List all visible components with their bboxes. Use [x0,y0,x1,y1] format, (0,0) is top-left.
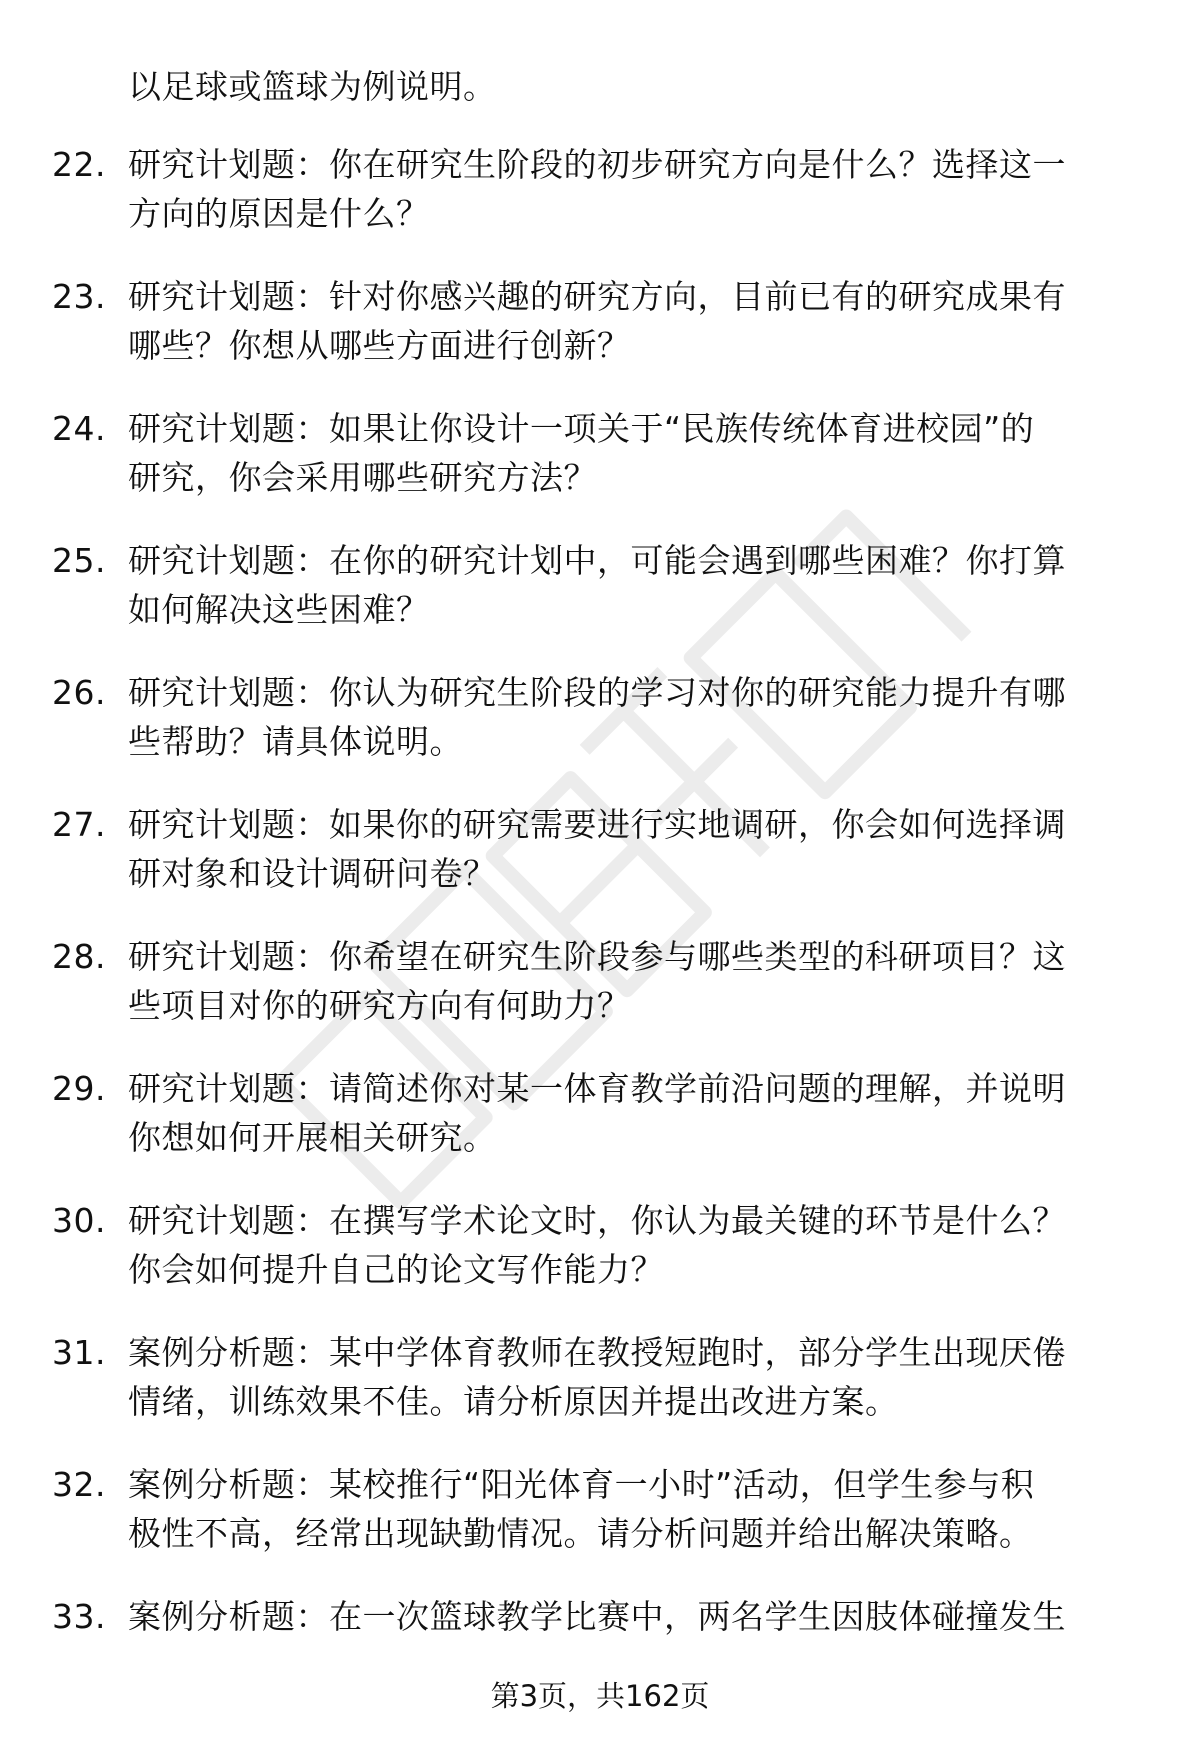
question-item [52,1460,1152,1592]
question-line: 些帮助？请具体说明。 [128,722,463,761]
question-item [52,140,1152,272]
question-item [52,404,1152,536]
question-item [52,1064,1152,1196]
question-line: 研究计划题：你希望在研究生阶段参与哪些类型的科研项目？这 [128,937,1066,976]
question-line: 研究，你会采用哪些研究方法？ [128,458,597,497]
question-line: 研究计划题：请简述你对某一体育教学前沿问题的理解，并说明 [128,1069,1066,1108]
page-footer: 第3页，共162页 [490,1679,710,1713]
question-line: 情绪，训练效果不佳。请分析原因并提出改进方案。 [128,1382,899,1421]
question-number: 32. [52,1465,106,1504]
question-item [52,668,1152,800]
question-line: 研究计划题：如果让你设计一项关于“民族传统体育进校园”的 [128,409,1035,448]
question-number: 23. [52,277,106,316]
question-item [52,800,1152,932]
question-text [128,1460,1140,1558]
question-text [128,404,1140,502]
question-line: 研究计划题：你在研究生阶段的初步研究方向是什么？选择这一 [128,145,1066,184]
question-number: 22. [52,145,106,184]
continuation-text: 以足球或篮球为例说明。 [128,67,497,106]
question-line: 你会如何提升自己的论文写作能力？ [128,1250,664,1289]
question-line: 研究计划题：你认为研究生阶段的学习对你的研究能力提升有哪 [128,673,1066,712]
question-line: 案例分析题：某中学体育教师在教授短跑时，部分学生出现厌倦 [128,1333,1066,1372]
question-line: 如何解决这些困难？ [128,590,430,629]
question-line: 方向的原因是什么？ [128,194,430,233]
question-text [128,1592,1140,1641]
question-number: 33. [52,1597,106,1636]
question-line: 你想如何开展相关研究。 [128,1118,497,1157]
question-number: 25. [52,541,106,580]
question-item [52,272,1152,404]
question-line: 研对象和设计调研问卷？ [128,854,497,893]
question-line: 研究计划题：在你的研究计划中，可能会遇到哪些困难？你打算 [128,541,1066,580]
question-line: 些项目对你的研究方向有何助力？ [128,986,631,1025]
question-text [128,1196,1140,1294]
question-text [128,536,1140,634]
question-line: 极性不高，经常出现缺勤情况。请分析问题并给出解决策略。 [128,1514,1033,1553]
question-item [52,1328,1152,1460]
question-line: 研究计划题：针对你感兴趣的研究方向，目前已有的研究成果有 [128,277,1066,316]
question-item [52,932,1152,1064]
question-number: 24. [52,409,106,448]
question-line: 哪些？你想从哪些方面进行创新？ [128,326,631,365]
question-number: 28. [52,937,106,976]
question-text [128,668,1140,766]
question-text [128,932,1140,1030]
question-number: 27. [52,805,106,844]
question-number: 29. [52,1069,106,1108]
question-number: 26. [52,673,106,712]
question-list [52,140,1152,1724]
question-line: 研究计划题：如果你的研究需要进行实地调研，你会如何选择调 [128,805,1066,844]
question-text [128,1328,1140,1426]
question-text [128,800,1140,898]
question-line: 案例分析题：某校推行“阳光体育一小时”活动，但学生参与积 [128,1465,1035,1504]
question-item [52,1196,1152,1328]
question-item [52,536,1152,668]
question-text [128,1064,1140,1162]
question-number: 30. [52,1201,106,1240]
question-text [128,140,1140,238]
question-line: 案例分析题：在一次篮球教学比赛中，两名学生因肢体碰撞发生 [128,1597,1066,1636]
question-text [128,272,1140,370]
question-number: 31. [52,1333,106,1372]
question-line: 研究计划题：在撰写学术论文时，你认为最关键的环节是什么？ [128,1201,1066,1240]
